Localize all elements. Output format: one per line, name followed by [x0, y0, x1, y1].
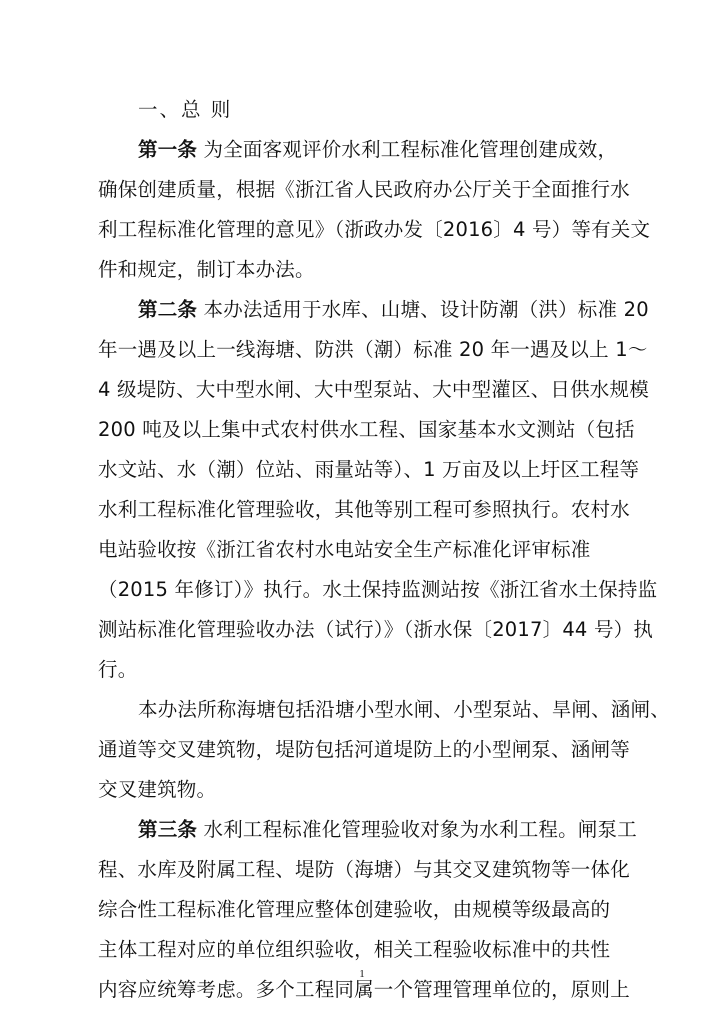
article-1-line-2: 确保创建质量，根据《浙江省人民政府办公厅关于全面推行水	[98, 178, 630, 201]
note-line-2: 通道等交叉建筑物，堤防包括河道堤防上的小型闸泵、涵闸等	[98, 738, 630, 761]
article-2-label: 第二条	[138, 298, 198, 321]
article-1-line-1	[138, 138, 617, 162]
page-number: 1	[359, 968, 365, 980]
article-1-label: 第一条	[138, 138, 198, 161]
article-3-line-2: 程、水库及附属工程、堤防（海塘）与其交叉建筑物等一体化	[98, 858, 630, 881]
note-line-3: 交叉建筑物。	[98, 778, 217, 801]
article-1-line-3: 利工程标准化管理的意见》（浙政办发〔2016〕4 号）等有关文	[98, 218, 651, 241]
section-heading: 一、总 则	[138, 98, 233, 121]
article-2-line-1	[138, 298, 649, 322]
article-1-line-4: 件和规定，制订本办法。	[98, 258, 315, 281]
article-3-line-5: 内容应统筹考虑。多个工程同属一个管理管理单位的，原则上	[98, 978, 630, 1001]
article-2-line-6: 水利工程标准化管理验收，其他等别工程可参照执行。农村水	[98, 498, 630, 521]
article-3-line-1	[138, 818, 637, 842]
article-2-line-9: 测站标准化管理验收办法（试行）》（浙水保〔2017〕44 号）执	[98, 618, 654, 641]
article-2-line-2: 年一遇及以上一线海塘、防洪（潮）标准 20 年一遇及以上 1～	[98, 338, 648, 361]
article-2-line-7: 电站验收按《浙江省农村水电站安全生产标准化评审标准	[98, 538, 591, 561]
article-2-line-4: 200 吨及以上集中式农村供水工程、国家基本水文测站（包括	[98, 418, 635, 441]
note-line-1: 本办法所称海塘包括沿塘小型水闸、小型泵站、旱闸、涵闸、	[138, 698, 670, 721]
article-2-line-10: 行。	[98, 658, 138, 681]
article-3-line-4: 主体工程对应的单位组织验收，相关工程验收标准中的共性	[98, 938, 611, 961]
article-3-label: 第三条	[138, 818, 198, 841]
article-2-line-8: （2015 年修订）》执行。水土保持监测站按《浙江省水土保持监	[98, 578, 658, 601]
article-3-text-1: 水利工程标准化管理验收对象为水利工程。闸泵工	[197, 818, 637, 841]
article-2-line-3: 4 级堤防、大中型水闸、大中型泵站、大中型灌区、日供水规模	[98, 378, 649, 401]
article-1-text-1: 为全面客观评价水利工程标准化管理创建成效，	[197, 138, 618, 161]
article-3-line-3: 综合性工程标准化管理应整体创建验收，由规模等级最高的	[98, 898, 611, 921]
article-2-text-1: 本办法适用于水库、山塘、设计防潮（洪）标准 20	[197, 298, 649, 321]
article-2-line-5: 水文站、水（潮）位站、雨量站等）、1 万亩及以上圩区工程等	[98, 458, 640, 481]
